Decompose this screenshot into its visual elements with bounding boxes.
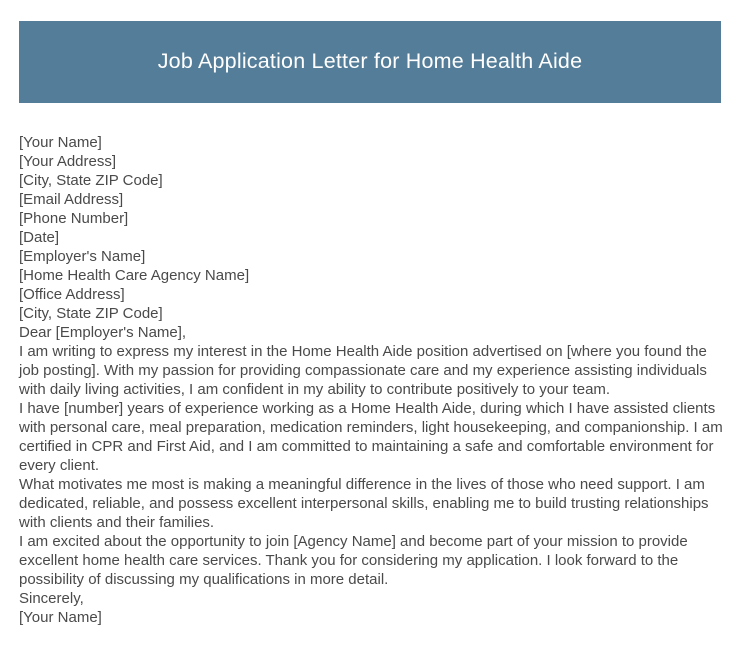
sender-address-block <box>19 133 723 228</box>
letter-body <box>19 133 723 627</box>
letter-paragraph-2: I have [number] years of experience working as a Home Health Aide, during which I have assisted clients with personal care, meal preparation, medication reminders, light housekeeping, and companionship. I am certified in CPR and First Aid, and I am committed to maintaining a safe and comfortable environment for every client. <box>19 400 723 474</box>
sender-city-state-zip-line: [City, State ZIP Code] <box>19 172 163 189</box>
recipient-city-state-zip-line: [City, State ZIP Code] <box>19 305 163 322</box>
letter-paragraph-4: I am excited about the opportunity to join [Agency Name] and become part of your mission to provide excellent home health care services. Thank you for considering my application. I look forward to the possibility of discussing my qualifications in more detail. <box>19 533 688 588</box>
date-line: [Date] <box>19 229 60 246</box>
sender-name-line: [Your Name] <box>19 134 102 151</box>
document-header-banner <box>19 21 721 103</box>
recipient-agency-line: [Home Health Care Agency Name] <box>19 267 250 284</box>
salutation-line: Dear [Employer's Name], <box>19 324 187 341</box>
closing-line: Sincerely, <box>19 590 84 607</box>
page-title: Job Application Letter for Home Health Aide <box>157 49 583 74</box>
letter-paragraph-3: What motivates me most is making a meaningful difference in the lives of those who need support. I am dedicated, reliable, and possess excellent interpersonal skills, enabling me to build trusting relationships with clients and their families. <box>19 476 709 531</box>
recipient-name-line: [Employer's Name] <box>19 248 146 265</box>
signature-line: [Your Name] <box>19 609 102 626</box>
recipient-address-block <box>19 247 723 323</box>
recipient-office-address-line: [Office Address] <box>19 286 125 303</box>
sender-address-line: [Your Address] <box>19 153 117 170</box>
letter-paragraph-1: I am writing to express my interest in the Home Health Aide position advertised on [where you found the job posting]. With my passion for providing compassionate care and my experience assisting individuals with daily living activities, I am confident in my ability to contribute positively to your team. <box>19 343 707 398</box>
sender-email-line: [Email Address] <box>19 191 124 208</box>
sender-phone-line: [Phone Number] <box>19 210 129 227</box>
